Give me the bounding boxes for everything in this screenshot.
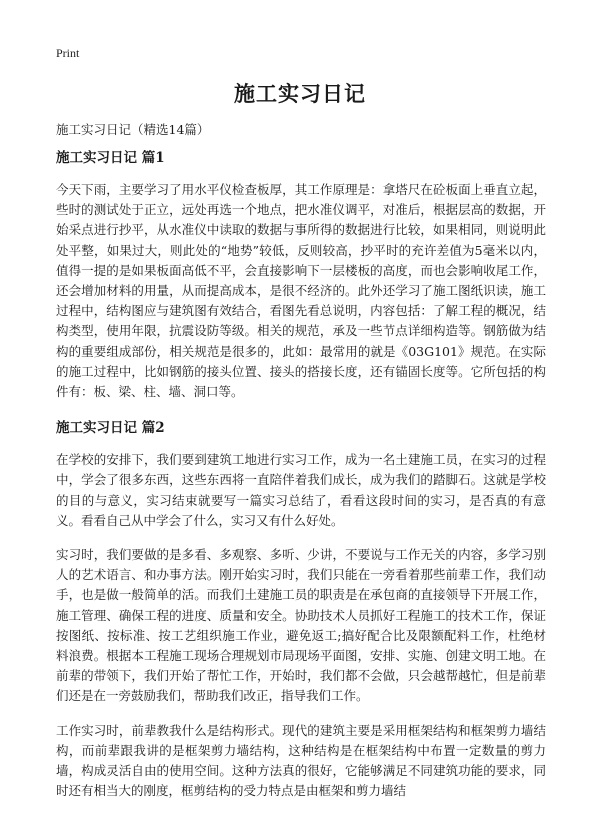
document-subtitle: 施工实习日记（精选14篇） [56, 122, 210, 137]
page-title: 施工实习日记 [234, 81, 366, 106]
section-heading: 施工实习日记 篇1 [56, 150, 165, 166]
print-link[interactable]: Print [56, 46, 80, 60]
section-paragraph: 实习时，我们要做的是多看、多观察、多听、少讲，不要说与工作无关的内容，多学习别人的艺术语言、和办事方法。刚开始实习时，我们只能在一旁看着那些前辈工作，我们动手，也是做一般简单的活。而我们土建施工员的职责是在承包商的直接领导下开展工作，施工管理、确保工程的进度、质量和安全。协助技术人员抓好工程施工的技术工作，保证按图纸、按标准、按工艺组织施工作业，避免返工;搞好配合比及限额配料工作，杜绝材料浪费。根据本工程施工现场合理规划市局现场平面图，安排、实施、创建文明工地。在前辈的带领下，我们开始了帮忙工作，开始时，我们都不会做，只会越帮越忙，但是前辈们还是在一旁鼓励我们，帮助我们改正，指导我们工作。 [56, 547, 546, 704]
section-heading: 施工实习日记 篇2 [56, 420, 165, 437]
document-body [56, 148, 546, 815]
section-paragraph: 工作实习时，前辈教我什么是结构形式。现代的建筑主要是采用框架结构和框架剪力墙结构，而前辈跟我讲的是框架剪力墙结构，这种结构是在框架结构中布置一定数量的剪力墙，构成灵活自由的使用空间。这种方法真的很好，它能够满足不同建筑功能的要求，同时还有相当大的刚度，框剪结构的受力特点是由框架和剪力墙结 [56, 722, 546, 799]
section-paragraph: 今天下雨，主要学习了用水平仪检查板厚，其工作原理是：拿塔尺在砼板面上垂直立起，些时的测试处于正立，远处再选一个地点，把水准仪调平，对准后，根据层高的数据，开始采点进行抄平，从水准仪中读取的数据与事所得的数据进行比较，如果相同，则说明此处平整，如果过大，则此处的“地势”较低，反则较高，抄平时的充许差值为5毫米以内，值得一提的是如果板面高低不平，会直接影响下一层楼板的高度，而也会影响收尾工作，还会增加材料的用量，从而提高成本，是很不经济的。此外还学习了施工图纸识读，施工过程中，结构图应与建筑图有效结合，看图先看总说明，内容包括：了解工程的概况，结构类型，使用年限，抗震设防等级。相关的规范，承及一些节点详细构造等。钢筋做为结构的重要组成部份，相关规范是很多的，此如：最常用的就是《03G101》规范。在实际的施工过程中，比如钢筋的接头位置、接头的搭接长度，还有锚固长度等。它所包括的构件有：板、梁、柱、墙、洞口等。 [56, 182, 546, 400]
section-paragraph: 在学校的安排下，我们要到建筑工地进行实习工作，成为一名土建施工员，在实习的过程中，学会了很多东西，这些东西将一直陪伴着我们成长，成为我们的踏脚石。这就是学校的目的与意义，实习结束就要写一篇实习总结了，看看这段时间的实习，是否真的有意义。看看自己从中学会了什么，实习又有什么好处。 [56, 452, 546, 528]
